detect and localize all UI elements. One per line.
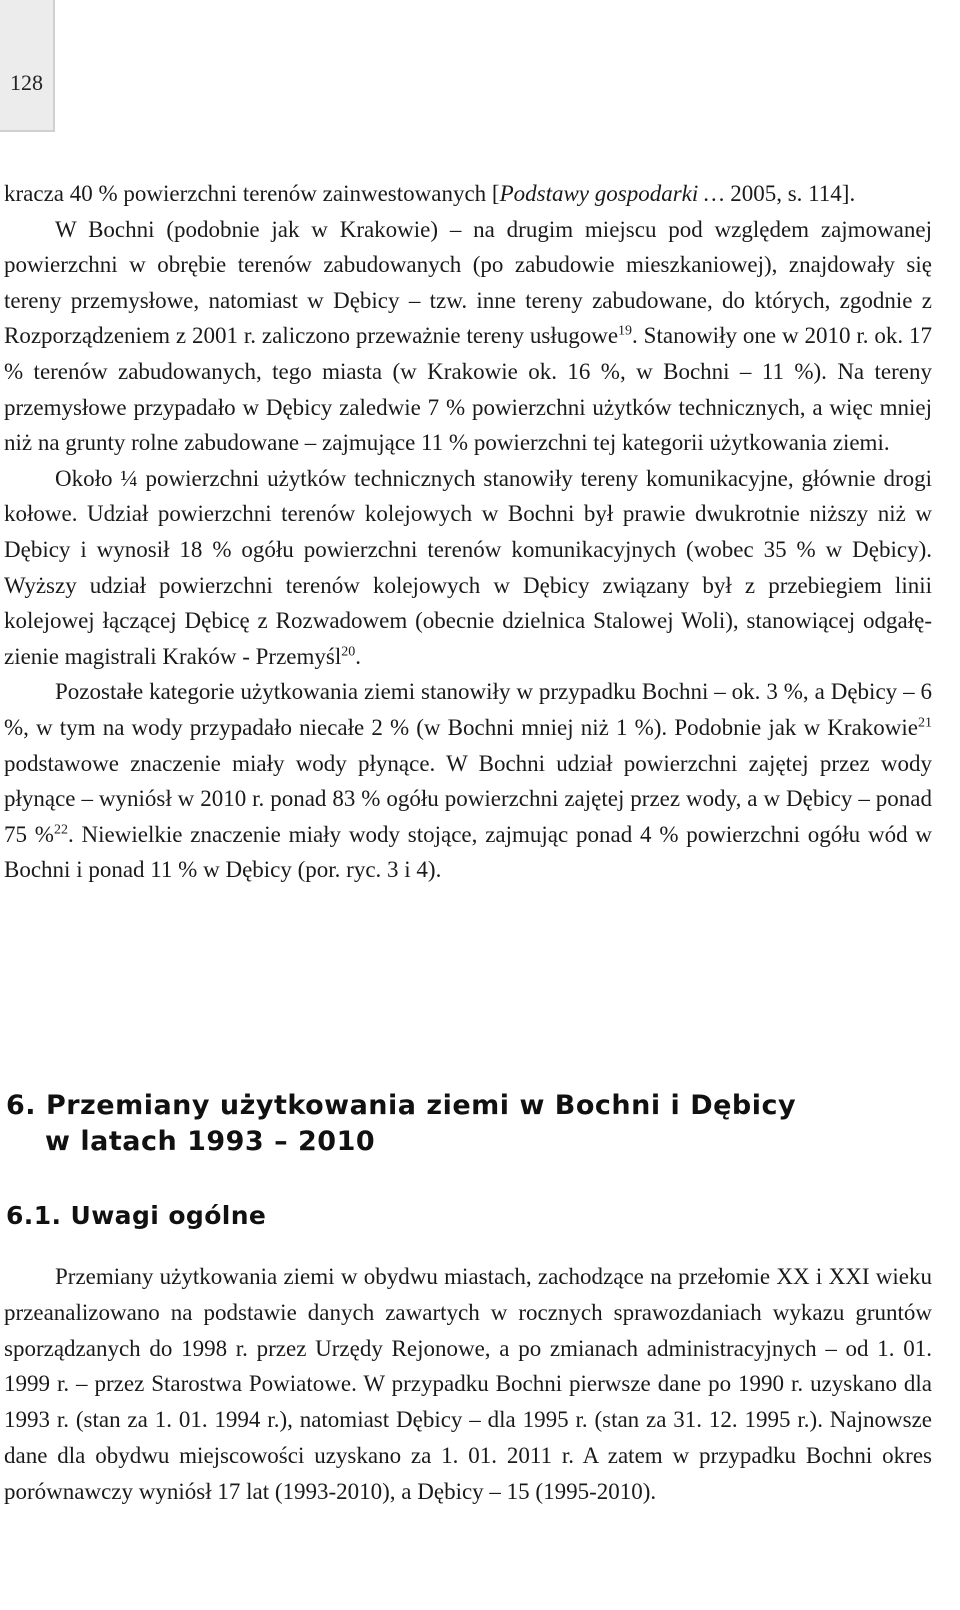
paragraph-1-text-a: kracza 40 % powierzchni terenów zainwestowanych [ bbox=[4, 181, 500, 206]
paragraph-other-categories-waters bbox=[4, 674, 932, 888]
body-text-lower bbox=[4, 1259, 932, 1510]
section-heading: 6.1. Uwagi ogólne bbox=[6, 1201, 267, 1230]
body-text-upper bbox=[4, 176, 932, 888]
chapter-heading-line-1: 6. Przemiany użytkowania ziemi w Bochni i Dębicy bbox=[6, 1090, 797, 1121]
chapter-heading bbox=[6, 1088, 796, 1160]
paragraph-2-text-b: . Stanowiły one w 2010 r. ok. 17 % terenów zabudowanych, tego miasta (w Krakowie ok. 16 %, w Bochni – 11 %). Na tereny przemysłowe przypadało w Dębicy zaledwie 7 % powierzchni użytków technicznych, a więc mniej niż na grunty rolne zabudowane – zajmujące 11 % powierzchni tej kategorii użytkowania ziemi. bbox=[4, 323, 932, 456]
footnote-ref-20: 20 bbox=[341, 644, 356, 660]
footnote-ref-19: 19 bbox=[618, 323, 633, 339]
paragraph-bochnia-debica-buildings bbox=[4, 212, 932, 461]
footnote-ref-21: 21 bbox=[918, 715, 932, 731]
chapter-heading-line-2: w latach 1993 – 2010 bbox=[45, 1126, 376, 1157]
citation-title: Podstawy gospodarki … bbox=[499, 181, 725, 206]
footnote-ref-22: 22 bbox=[53, 822, 68, 838]
paragraph-continuation bbox=[4, 176, 932, 212]
paragraph-general-remarks: Przemiany użytkowania ziemi w obydwu miastach, zachodzące na przełomie XX i XXI wieku przeanalizowano na podstawie danych zawartych w rocznych sprawozdaniach wykazu gruntów sporządzanych do 1998 r. przez Urzędy Rejonowe, a po zmianach administracyjnych – od 1. 01. 1999 r. – przez Starostwa Powiatowe. W przypadku Bochni pierwsze dane po 1990 r. uzyskano dla 1993 r. (stan za 1. 01. 1994 r.), natomiast Dębicy – dla 1995 r. (stan za 31. 12. 1995 r.). Najnowsze dane dla obydwu miejscowości uzyskano za 1. 01. 2011 r. A zatem w przypadku Bochni okres porównawczy wyniósł 17 lat (1993-2010), a Dębicy – 15 (1995-2010). bbox=[4, 1264, 932, 1504]
paragraph-3-text-a: Około ¼ powierzchni użytków technicznych stanowiły tereny komunikacyjne, głównie drogi kołowe. Udział powierzchni terenów kolejowych w Bochni był prawie dwukrotnie niższy niż w Dębicy i wynosił 18 % ogółu powierzchni terenów komunikacyjnych (wobec 35 % w Dębicy). Wyższy udział powierzchni terenów kolejowych w Dębicy związany był z przebiegiem linii kolejowej łączącej Dębicę z Rozwadowem (obecnie dzielnica Stalowej Woli), stanowiącej odgałęzienie magistrali Kraków - Przemyśl bbox=[4, 465, 932, 669]
paragraph-4-text-a: Pozostałe kategorie użytkowania ziemi stanowiły w przypadku Bochni – ok. 3 %, a Dębicy – 6 %, w tym na wody przypadało niecałe 2 % (w Bochni mniej niż 1 %). Podobnie jak w Krakowie bbox=[4, 679, 932, 740]
page-number-tab bbox=[0, 0, 55, 132]
paragraph-communication-areas bbox=[4, 461, 932, 675]
paragraph-4-text-c: . Niewielkie znaczenie miały wody stojące, zajmując ponad 4 % powierzchni ogółu wód w Bochni i ponad 11 % w Dębicy (por. ryc. 3 i 4). bbox=[4, 821, 932, 883]
paragraph-1-text-b: 2005, s. 114]. bbox=[724, 181, 856, 206]
paragraph-3-text-b: . bbox=[355, 643, 361, 669]
paragraph-4-text-b: podstawowe znaczenie miały wody płynące. W Bochni udział powierzchni zajętej przez wody płynące – wyniósł w 2010 r. ponad 83 % ogółu powierzchni zajętej przez wody, a w Dębicy – ponad 75 % bbox=[4, 750, 932, 847]
paragraph-2-text-a: W Bochni (podobnie jak w Krakowie) – na drugim miejscu pod względem zajmowanej powierzchni w obrębie terenów zabudowanych (po zabudowie mieszkaniowej), znajdowały się tereny przemysłowe, natomiast w Dębicy – tzw. inne tereny zabudowane, do których, zgodnie z Rozporządzeniem z 2001 r. zaliczono przeważnie tereny usługowe bbox=[4, 216, 932, 349]
page-number: 128 bbox=[10, 70, 43, 95]
